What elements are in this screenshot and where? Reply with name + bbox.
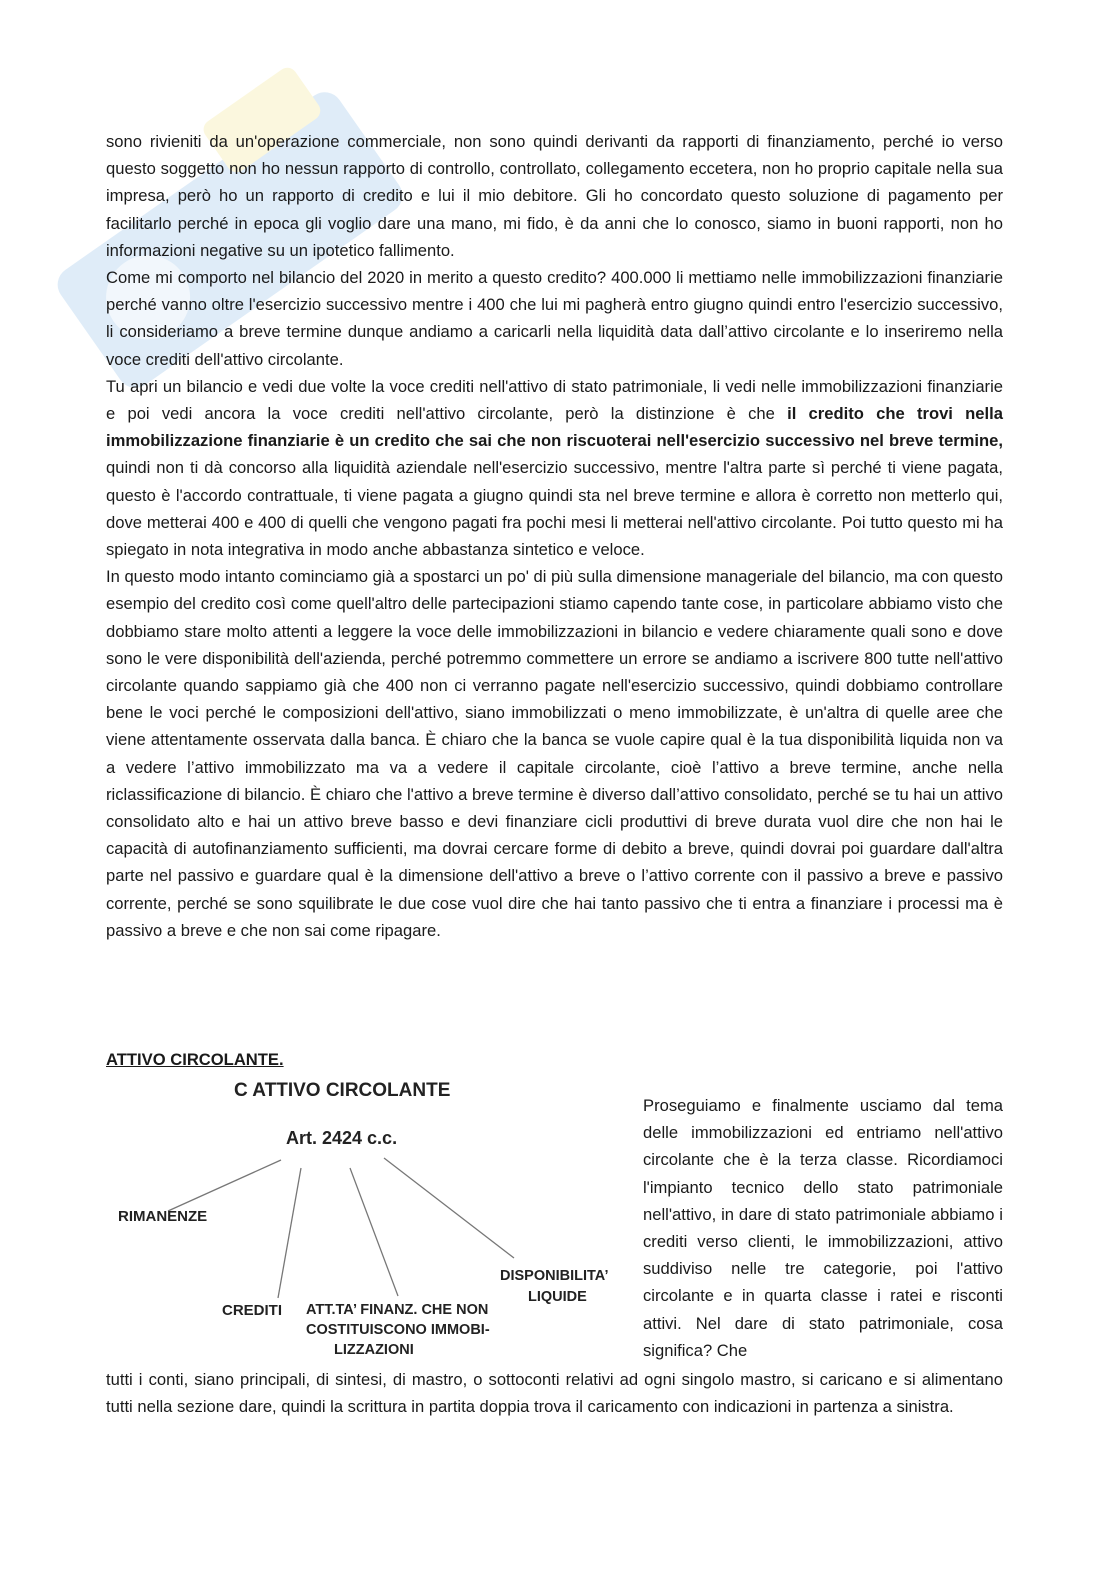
diagram-disp-line2: LIQUIDE	[528, 1289, 587, 1305]
side-paragraph: Proseguiamo e finalmente usciamo dal tema delle immobilizzazioni ed entriamo nell'attivo circolante che è la terza classe. Ricordiamoci l'impianto tecnico dello stato patrimoniale nell'attivo, in dare di stato patrimoniale abbiamo i crediti verso clienti, le immobilizzazioni, attivo suddiviso nelle tre categorie, poi l'attivo circolante e in quarta classe i ratei e risconti attivi. Nel dare di stato patrimoniale, cosa significa? Che	[643, 1096, 1003, 1360]
arrow-crediti	[278, 1168, 301, 1298]
diagram-att-line1: ATT.TA’ FINANZ. CHE NON	[306, 1302, 489, 1318]
paragraph-4: In questo modo intanto cominciamo già a spostarci un po' di più sulla dimensione manageriale del bilancio, ma con questo esempio del credito così come quell'altro delle partecipazioni stiamo capendo tante cose, in particolare abbiamo visto che dobbiamo stare molto attenti a leggere la voce delle immobilizzazioni in bilancio e vedere chiaramente quali sono e dove sono le vere disponibilità dell'azienda, perché potremmo commettere un errore se andiamo a iscrivere 800 tutte nell'attivo circolante quando sappiamo già che 400 non ci verranno pagate nell'esercizio successivo, quindi dobbiamo controllare bene le voci perché le composizioni dell'attivo, siano immobilizzati o meno immobilizzate, è un'altra di quelle aree che viene attentamente osservata dalla banca. È chiaro che la banca se vuole capire qual è la tua disponibilità liquida non va a vedere l’attivo immobilizzato ma va a vedere il capitale circolante, cioè l’attivo a breve termine, anche nella riclassificazione di bilancio. È chiaro che l'attivo a breve termine è diverso dall’attivo consolidato, perché se tu hai un attivo consolidato alto e hai un attivo breve basso e devi finanziare cicli produttivi di breve durata vuol dire che non hai le capacità di autofinanziamento sufficienti, ma dovrai cercare forme di debito a breve, quindi dovrai poi guardare dall'altra parte nel passivo e guardare qual è la dimensione dell'attivo a breve o l’attivo corrente con il passivo a breve e passivo corrente, perché se sono squilibrate le due cose vuol dire che hai tanto passivo che ti entra a finanziare i processi ma è passivo a breve e che non sai come ripagare.	[106, 567, 1003, 940]
paragraph-3-bold: il credito che trovi nella immobilizzazione finanziarie è un credito che sai che non riscuoterai nell'esercizio successivo nel breve termine,	[106, 404, 1003, 451]
paragraph-1: sono rivieniti da un'operazione commerciale, non sono quindi derivanti da rapporti di finanziamento, perché io verso questo soggetto non ho nessun rapporto di controllo, controllato, collegamento eccetera, non ho proprio capitale nella sua impresa, però ho un rapporto di credito e lui il mio debitore. Gli ho concordato questo soluzione di pagamento per facilitarlo perché in epoca gli voglio dare una mano, mi fido, è da anni che lo conosco, siamo in buoni rapporti, non ho informazioni negative su un ipotetico fallimento.	[106, 132, 1003, 260]
diagram-article: Art. 2424 c.c.	[286, 1128, 398, 1148]
continuation-block	[106, 1366, 1003, 1420]
section-heading: ATTIVO CIRCOLANTE.	[106, 1050, 284, 1069]
attivo-circolante-diagram	[106, 1078, 626, 1368]
diagram-title: C ATTIVO CIRCOLANTE	[234, 1080, 451, 1101]
diagram-att-line3: LIZZAZIONI	[334, 1342, 414, 1358]
diagram-crediti: CREDITI	[222, 1302, 282, 1319]
diagram-disp-line1: DISPONIBILITA’	[500, 1268, 609, 1284]
paragraph-3-before: Tu apri un bilancio e vedi due volte la voce crediti nell'attivo di stato patrimoniale, li vedi nelle immobilizzazioni finanziarie e poi vedi ancora la voce crediti nell'attivo circolante, però la distinzione è che	[106, 376, 1003, 424]
diagram-att-line2: COSTITUISCONO IMMOBI-	[306, 1322, 490, 1338]
arrow-rimanenze	[168, 1160, 281, 1211]
document-page	[106, 128, 1003, 1417]
paragraph-2: Come mi comporto nel bilancio del 2020 in merito a questo credito? 400.000 li mettiamo nelle immobilizzazioni finanziarie perché vanno oltre l'esercizio successivo mentre i 400 che lui mi pagherà entro giugno quindi entro l'esercizio successivo, li consideriamo a breve termine dunque andiamo a caricarli nella liquidità data dall’attivo circolante e lo inseriremo nella voce crediti dell'attivo circolante.	[106, 268, 1003, 369]
arrow-disponibilita	[384, 1158, 514, 1258]
side-text-block	[643, 1092, 1003, 1364]
arrow-att-finanz	[350, 1168, 398, 1296]
paragraph-3-after: quindi non ti dà concorso alla liquidità aziendale nell'esercizio successivo, mentre l'altra parte sì perché ti viene pagata, questo è l'accordo contrattuale, ti viene pagata a giugno quindi sta nel breve termine e allora è corretto non metterlo qui, dove metterai 400 e 400 di quelli che vengono pagati fra pochi mesi li metterai nell'attivo circolante. Poi tutto questo mi ha spiegato in nota integrativa in modo anche abbastanza sintetico e veloce.	[106, 458, 1003, 560]
continuation-paragraph: tutti i conti, siano principali, di sintesi, di mastro, o sottoconti relativi ad ogni singolo mastro, si caricano e si alimentano tutti nella sezione dare, quindi la scrittura in partita doppia trova il caricamento con indicazioni in partenza a sinistra.	[106, 1370, 1003, 1417]
diagram-rimanenze: RIMANENZE	[118, 1208, 208, 1225]
paragraph-3	[106, 373, 1003, 563]
